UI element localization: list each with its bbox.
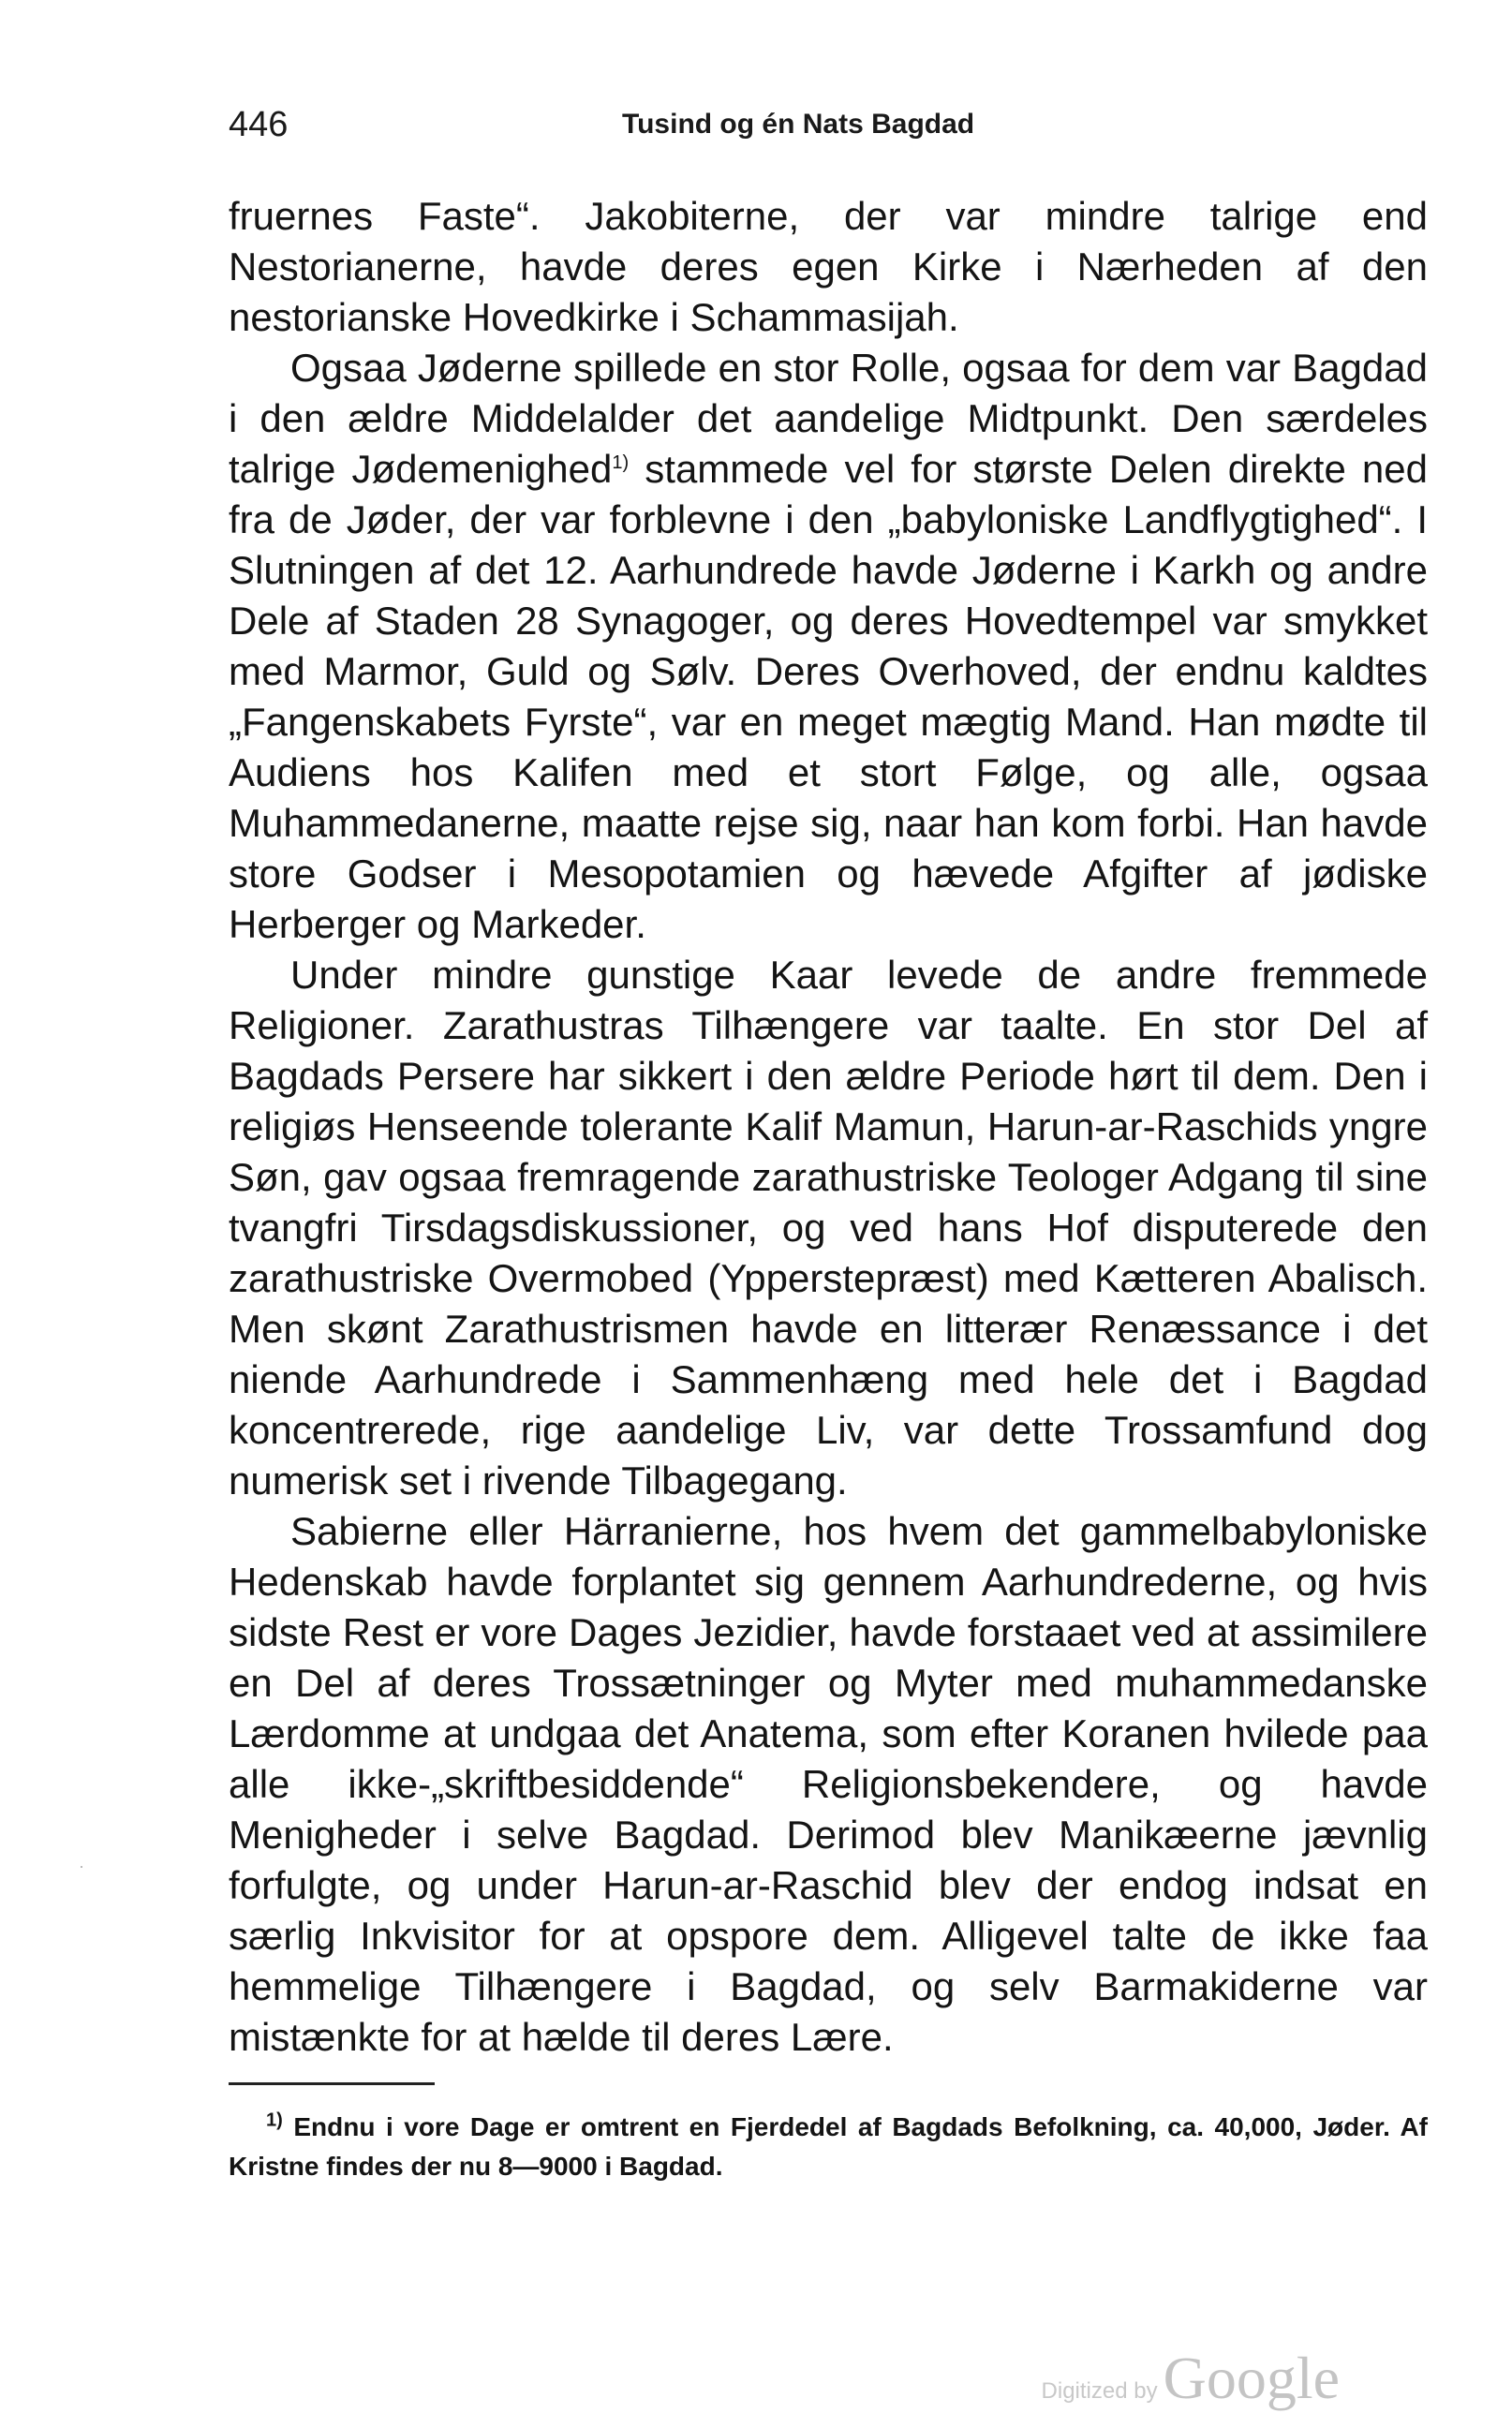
watermark-digitized-label: Digitized by bbox=[1041, 2378, 1158, 2404]
paragraph-2 bbox=[229, 343, 1428, 950]
page-header bbox=[229, 105, 1428, 161]
footnote-text: Endnu i vore Dage er omtrent en Fjerdedel af Bagdads Befolkning, ca. 40,000, Jøder. Af Kristne findes der nu 8—9000 i Bagdad. bbox=[229, 2112, 1428, 2181]
paragraph-1: fruernes Faste“. Jakobiterne, der var mindre talrige end Nestorianerne, havde deres egen Kirke i Nærheden af den nestorianske Hovedkirke i Schammasijah. bbox=[229, 194, 1428, 339]
paragraph-2-text: Ogsaa Jøderne spillede en stor Rolle, ogsaa for dem var Bagdad i den ældre Middelalder det aandelige Midtpunkt. Den særdeles talrige Jødemenighed bbox=[229, 346, 1428, 491]
paragraph-4: Sabierne eller Härranierne, hos hvem det gammelbabyloniske Hedenskab havde forplantet sig gennem Aarhundrederne, og hvis sidste Rest er vore Dages Jezidier, havde forstaaet ved at assimilere en Del af deres Trossætninger og Myter med muhammedanske Lærdomme at undgaa det Anatema, som efter Koranen hvilede paa alle ikke-„skriftbesiddende“ Religionsbekendere, og havde Menigheder i selve Bagdad. Derimod blev Manikæerne jævnlig forfulgte, og under Harun-ar-Raschid blev der endog indsat en særlig Inkvisitor for at opspore dem. Alligevel talte de ikke faa hemmelige Tilhængere i Bagdad, og selv Barmakiderne var mistænkte for at hælde til deres Lære. bbox=[229, 1509, 1428, 2059]
footnote-divider bbox=[229, 2082, 435, 2085]
body-text bbox=[229, 191, 1428, 2063]
footnote-marker: 1) bbox=[266, 2110, 283, 2131]
page-number: 446 bbox=[229, 105, 289, 144]
google-logo: Google bbox=[1163, 2345, 1340, 2411]
digitization-watermark bbox=[1042, 2344, 1340, 2413]
scan-speck bbox=[81, 1866, 82, 1868]
footnote bbox=[229, 2108, 1428, 2186]
paragraph-3: Under mindre gunstige Kaar levede de andre fremmede Religioner. Zarathustras Tilhængere var taalte. En stor Del af Bagdads Persere har sikkert i den ældre Periode hørt til dem. Den i religiøs Henseende tolerante Kalif Mamun, Harun-ar-Raschids yngre Søn, gav ogsaa fremragende zarathustriske Teologer Adgang til sine tvangfri Tirsdagsdiskussioner, og ved hans Hof disputerede den zarathustriske Overmobed (Ypperstepræst) med Kætteren Abalisch. Men skønt Zarathustrismen havde en litterær Renæssance i det niende Aarhundrede i Sammenhæng med hele det i Bagdad koncentrerede, rige aandelige Liv, var dette Trossamfund dog numerisk set i rivende Tilbagegang. bbox=[229, 953, 1428, 1503]
footnote-reference: 1) bbox=[612, 452, 630, 473]
paragraph-2-continuation: stammede vel for største Delen direkte ned fra de Jøder, der var forblevne i den „babyloniske Landflygtighed“. I Slutningen af det 12. Aarhundrede havde Jøderne i Karkh og andre Dele af Staden 28 Synagoger, og deres Hovedtempel var smykket med Marmor, Guld og Sølv. Deres Overhoved, der endnu kaldtes „Fangenskabets Fyrste“, var en meget mægtig Mand. Han mødte til Audiens hos Kalifen med et stort Følge, og alle, ogsaa Muhammedanerne, maatte rejse sig, naar han kom forbi. Han havde store Godser i Mesopotamien og hævede Afgifter af jødiske Herberger og Markeder. bbox=[229, 447, 1428, 946]
running-head: Tusind og én Nats Bagdad bbox=[622, 109, 975, 140]
